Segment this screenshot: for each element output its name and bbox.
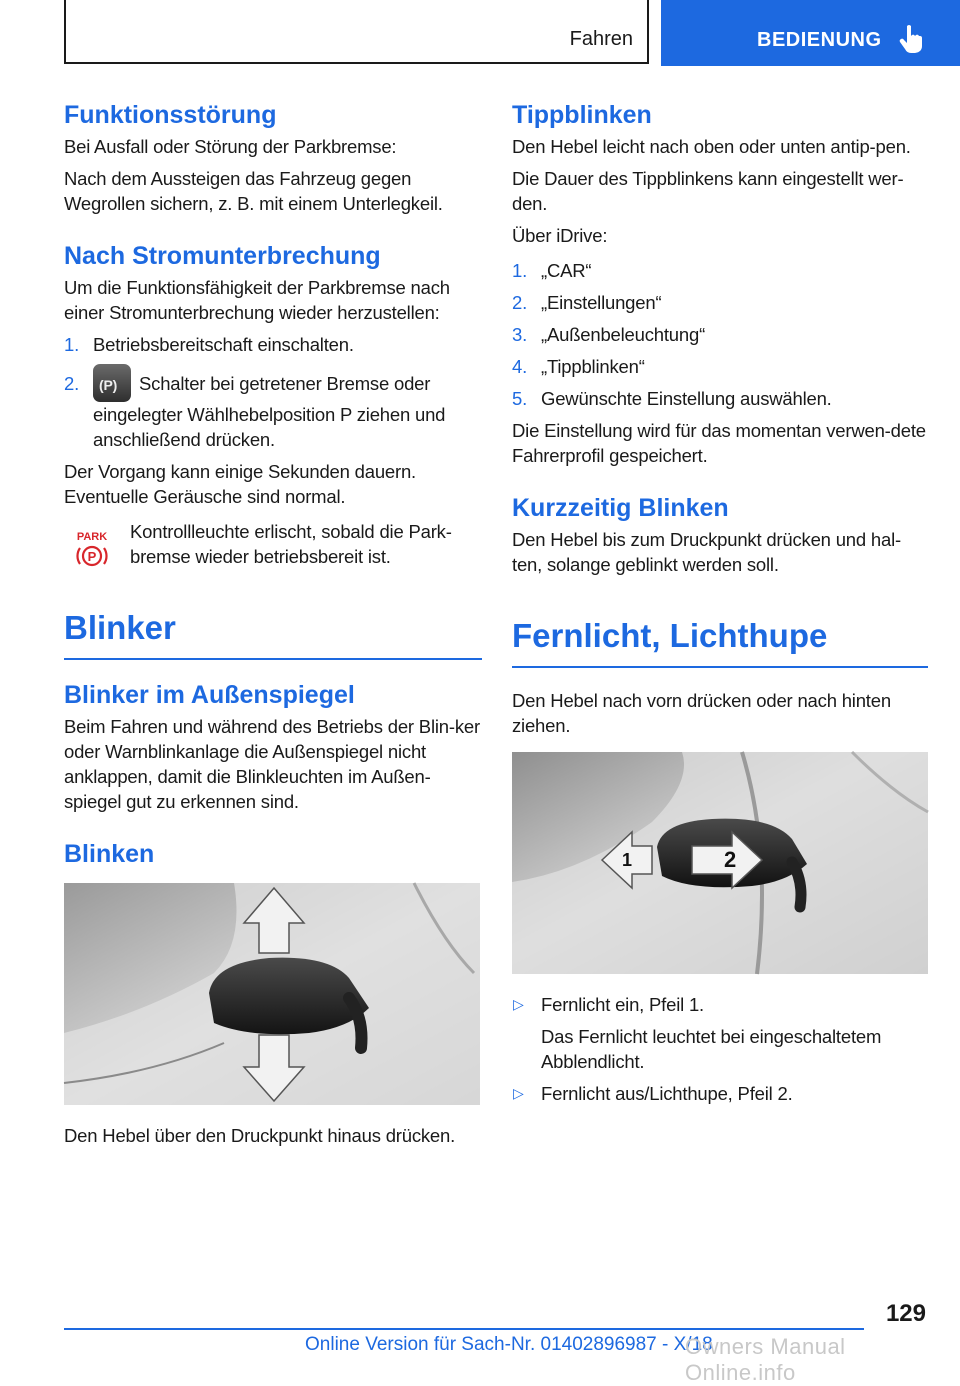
bullet-text: Fernlicht ein, Pfeil 1. <box>541 994 705 1015</box>
paragraph: Den Hebel leicht nach oben oder unten antip-pen. <box>512 136 911 157</box>
watermark: Owners Manual Online.info <box>685 1334 846 1385</box>
footer-online-version: Online Version für Sach-Nr. 01402896987 - X/18 <box>305 1334 713 1355</box>
lever-forward-back-illustration <box>512 752 928 974</box>
lever-up-down-illustration <box>64 883 480 1105</box>
bullet-text: Fernlicht aus/Lichthupe, Pfeil 2. <box>541 1083 793 1104</box>
header-chapter-box <box>64 0 649 64</box>
idrive-step-list <box>512 258 928 411</box>
step-number: 3. <box>512 324 528 345</box>
paragraph: Über iDrive: <box>512 225 608 246</box>
heading-tippblinken: Tippblinken <box>512 101 652 129</box>
indicator-note <box>64 519 482 569</box>
heading-blinker-aussenspiegel: Blinker im Außenspiegel <box>64 681 355 709</box>
list-item <box>64 371 482 452</box>
arrow-label-2: 2 <box>724 847 737 872</box>
bullet-subtext: Das Fernlicht leuchtet bei eingeschaltetem Abblendlicht. <box>541 1026 882 1072</box>
list-item <box>64 332 482 357</box>
paragraph: Nach dem Aussteigen das Fahrzeug gegen Wegrollen sichern, z. B. mit einem Unterlegkeil. <box>64 168 443 214</box>
park-label: PARK <box>76 531 108 543</box>
step-text: „Außenbeleuchtung“ <box>541 324 706 345</box>
step-number: 4. <box>512 356 528 377</box>
page-number: 129 <box>885 1300 926 1327</box>
step-number: 1. <box>512 260 528 281</box>
paragraph: Beim Fahren und während des Betriebs der Blin-ker oder Warnblinkanlage die Außenspiegel nicht anklappen, damit die Blinkleuchten im Außen-spiegel gut zu erkennen sind. <box>64 716 480 812</box>
paragraph: Die Einstellung wird für das momentan verwen-dete Fahrerprofil gespeichert. <box>512 420 926 466</box>
step-text: Betriebsbereitschaft einschalten. <box>93 334 354 355</box>
step-list <box>64 332 482 452</box>
header-section-label: BEDIENUNG <box>757 29 882 51</box>
list-item <box>512 322 928 347</box>
list-item <box>512 290 928 315</box>
step-number: 5. <box>512 388 528 409</box>
heading-blinken: Blinken <box>64 840 155 868</box>
header-chapter: Fahren <box>569 28 633 50</box>
paragraph: Die Dauer des Tippblinkens kann eingestellt wer-den. <box>512 168 904 214</box>
right-column <box>512 100 928 1113</box>
image-caption: Den Hebel über den Druckpunkt hinaus drücken. <box>64 1125 456 1146</box>
parking-brake-switch-icon <box>93 364 131 402</box>
header-section-tab[interactable] <box>661 0 960 66</box>
paragraph: Um die Funktionsfähigkeit der Parkbremse nach einer Stromunterbrechung wieder herzustellen: <box>64 277 450 323</box>
step-number: 2. <box>512 292 528 313</box>
heading-kurzzeitig-blinken: Kurzzeitig Blinken <box>512 494 729 522</box>
heading-funktionsstoerung: Funktionsstörung <box>64 101 277 129</box>
step-text: Gewünschte Einstellung auswählen. <box>541 388 832 409</box>
list-item <box>512 992 928 1017</box>
paragraph: Den Hebel nach vorn drücken oder nach hinten ziehen. <box>512 690 891 736</box>
list-item <box>512 354 928 379</box>
triangle-bullet-icon: ▷ <box>513 1085 524 1101</box>
bullet-list <box>512 1081 928 1106</box>
paragraph: Der Vorgang kann einige Sekunden dauern. Eventuelle Geräusche sind normal. <box>64 461 416 507</box>
bullet-list <box>512 992 928 1017</box>
left-column <box>64 100 482 1155</box>
heading-blinker: Blinker <box>64 608 482 660</box>
list-item <box>512 258 928 283</box>
footer-divider <box>64 1328 864 1330</box>
svg-text:P: P <box>87 549 97 564</box>
arrow-label-1: 1 <box>622 850 633 870</box>
paragraph: Den Hebel bis zum Druckpunkt drücken und hal-ten, solange geblinkt werden soll. <box>512 529 901 575</box>
indicator-text: Kontrollleuchte erlischt, sobald die Park-bremse wieder betriebsbereit ist. <box>130 521 452 567</box>
heading-fernlicht: Fernlicht, Lichthupe <box>512 616 928 668</box>
step-text: „Tippblinken“ <box>541 356 645 377</box>
list-item <box>512 1081 928 1106</box>
step-number: 1. <box>64 334 80 355</box>
step-text: „CAR“ <box>541 260 592 281</box>
paragraph: Bei Ausfall oder Störung der Parkbremse: <box>64 136 397 157</box>
triangle-bullet-icon: ▷ <box>513 996 524 1012</box>
heading-stromunterbrechung: Nach Stromunterbrechung <box>64 242 381 270</box>
park-warning-light-icon <box>72 529 112 569</box>
pointing-hand-icon <box>898 24 924 54</box>
list-item <box>512 386 928 411</box>
step-number: 2. <box>64 373 80 394</box>
step-text: Schalter bei getretener Bremse oder eingelegter Wählhebelposition P ziehen und anschließend drücken. <box>93 373 446 450</box>
step-text: „Einstellungen“ <box>541 292 662 313</box>
